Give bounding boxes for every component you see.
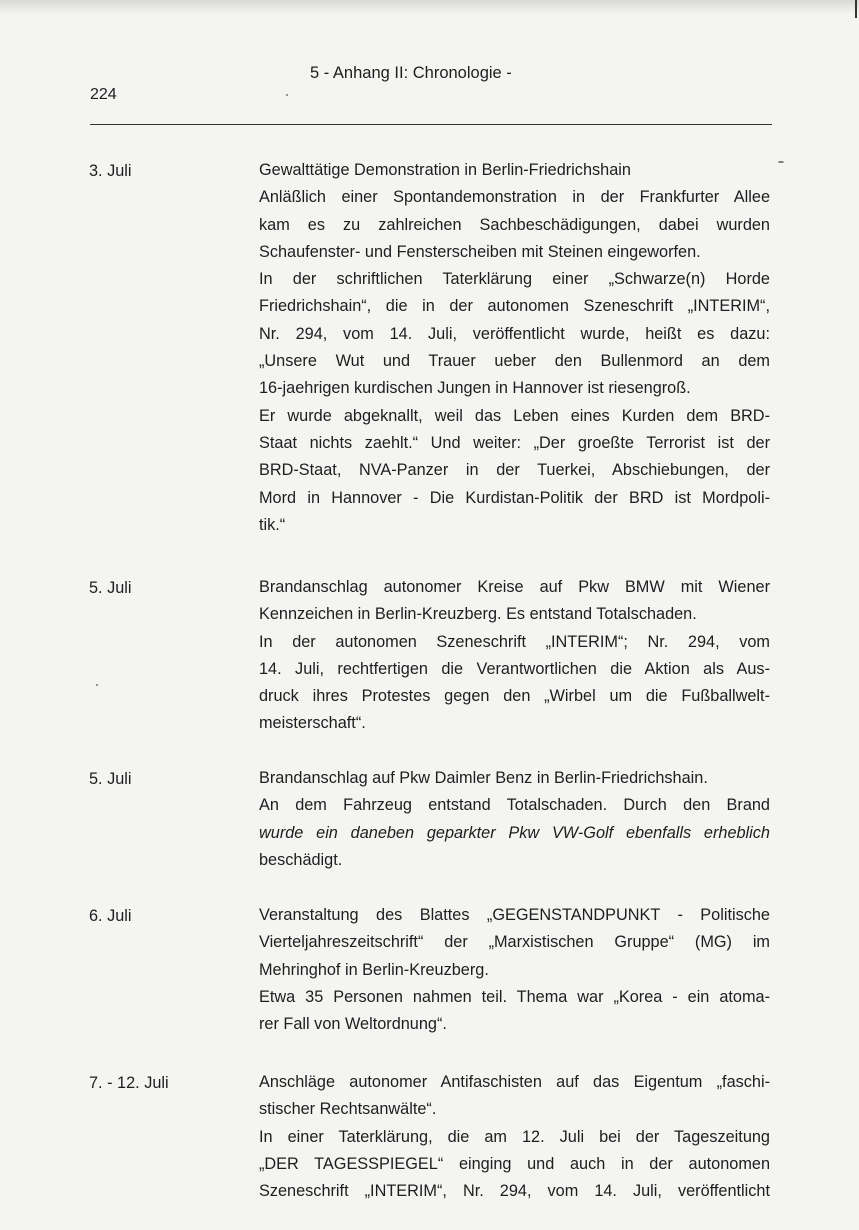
text-line: Staat nichts zaehlt.“ Und weiter: „Der groeßte Terrorist ist der — [259, 433, 770, 452]
text-line: BRD-Staat, NVA-Panzer in der Tuerkei, Abschiebungen, der — [259, 461, 770, 480]
text-line: stischer Rechtsanwälte“. — [259, 1100, 437, 1119]
entry-date: 5. Juli — [89, 579, 132, 597]
text-line: tik.“ — [259, 515, 286, 534]
text-line: Er wurde abgeknallt, weil das Leben eines Kurden dem BRD- — [259, 406, 770, 425]
text-line: In einer Taterklärung, die am 12. Juli bei der Tageszeitung — [259, 1127, 770, 1146]
text-line: Kennzeichen in Berlin-Kreuzberg. Es entstand Totalschaden. — [259, 605, 697, 624]
running-title: 5 - Anhang II: Chronologie - — [310, 64, 512, 82]
text-line: 14. Juli, rechtfertigen die Verantwortlichen die Aktion als Aus- — [259, 659, 770, 678]
entry-text — [259, 157, 770, 539]
scan-shadow — [0, 0, 859, 14]
scan-speck — [286, 94, 288, 96]
text-line: Brandanschlag auf Pkw Daimler Benz in Berlin-Friedrichshain. — [259, 769, 708, 787]
entry-headline: Gewalttätige Demonstration in Berlin-Friedrichshain — [259, 161, 631, 179]
text-line: druck ihres Protestes gegen den „Wirbel um die Fußballwelt- — [259, 687, 770, 706]
text-line: Veranstaltung des Blattes „GEGENSTANDPUNKT - Politische — [259, 906, 770, 924]
entry-text — [259, 902, 770, 1038]
entry-text — [259, 765, 770, 874]
text-line: Nr. 294, vom 14. Juli, veröffentlicht wurde, heißt es dazu: — [259, 324, 770, 343]
page-header — [90, 62, 772, 126]
text-line: kam es zu zahlreichen Sachbeschädigungen, dabei wurden — [259, 215, 770, 234]
text-line: In der autonomen Szeneschrift „INTERIM“; Nr. 294, vom — [259, 632, 770, 651]
text-line: meisterschaft“. — [259, 714, 366, 733]
text-line: Mord in Hannover - Die Kurdistan-Politik der BRD ist Mordpoli- — [259, 488, 770, 507]
text-line: Brandanschlag autonomer Kreise auf Pkw BMW mit Wiener — [259, 578, 770, 596]
text-line: Szeneschrift „INTERIM“, Nr. 294, vom 14. Juli, veröffentlicht — [259, 1182, 770, 1201]
scan-edge-mark — [855, 0, 857, 18]
entry-date: 6. Juli — [89, 907, 132, 925]
text-line: Anläßlich einer Spontandemonstration in der Frankfurter Allee — [259, 188, 770, 207]
text-line: Friedrichshain“, die in der autonomen Szeneschrift „INTERIM“, — [259, 297, 770, 316]
header-rule — [90, 124, 772, 125]
text-line: „Unsere Wut und Trauer ueber den Bullenmord an dem — [259, 352, 770, 371]
text-line: „DER TAGESSPIEGEL“ einging und auch in der autonomen — [259, 1154, 770, 1173]
scan-speck — [778, 161, 784, 163]
text-line: rer Fall von Weltordnung“. — [259, 1015, 447, 1034]
entry-date: 3. Juli — [89, 162, 132, 180]
text-line: In der schriftlichen Taterklärung einer „Schwarze(n) Horde — [259, 270, 770, 289]
text-line: Etwa 35 Personen nahmen teil. Thema war „Korea - ein atoma- — [259, 987, 770, 1006]
text-line: Mehringhof in Berlin-Kreuzberg. — [259, 960, 489, 979]
entry-text — [259, 574, 770, 738]
scan-speck — [96, 684, 98, 686]
entry-text — [259, 1069, 770, 1205]
entry-date: 7. - 12. Juli — [89, 1074, 169, 1092]
text-line: Schaufenster- und Fensterscheiben mit Steinen eingeworfen. — [259, 242, 701, 261]
text-line: Vierteljahreszeitschrift“ der „Marxistischen Gruppe“ (MG) im — [259, 933, 770, 952]
text-line: An dem Fahrzeug entstand Totalschaden. Durch den Brand — [259, 796, 770, 815]
text-line: beschädigt. — [259, 850, 343, 869]
text-line: Anschläge autonomer Antifaschisten auf das Eigentum „faschi- — [259, 1073, 770, 1091]
page-number: 224 — [90, 86, 117, 103]
text-line: 16-jaehrigen kurdischen Jungen in Hannover ist riesengroß. — [259, 379, 691, 398]
text-line: wurde ein daneben geparkter Pkw VW-Golf ebenfalls erheblich — [259, 823, 770, 842]
entry-date: 5. Juli — [89, 770, 132, 788]
